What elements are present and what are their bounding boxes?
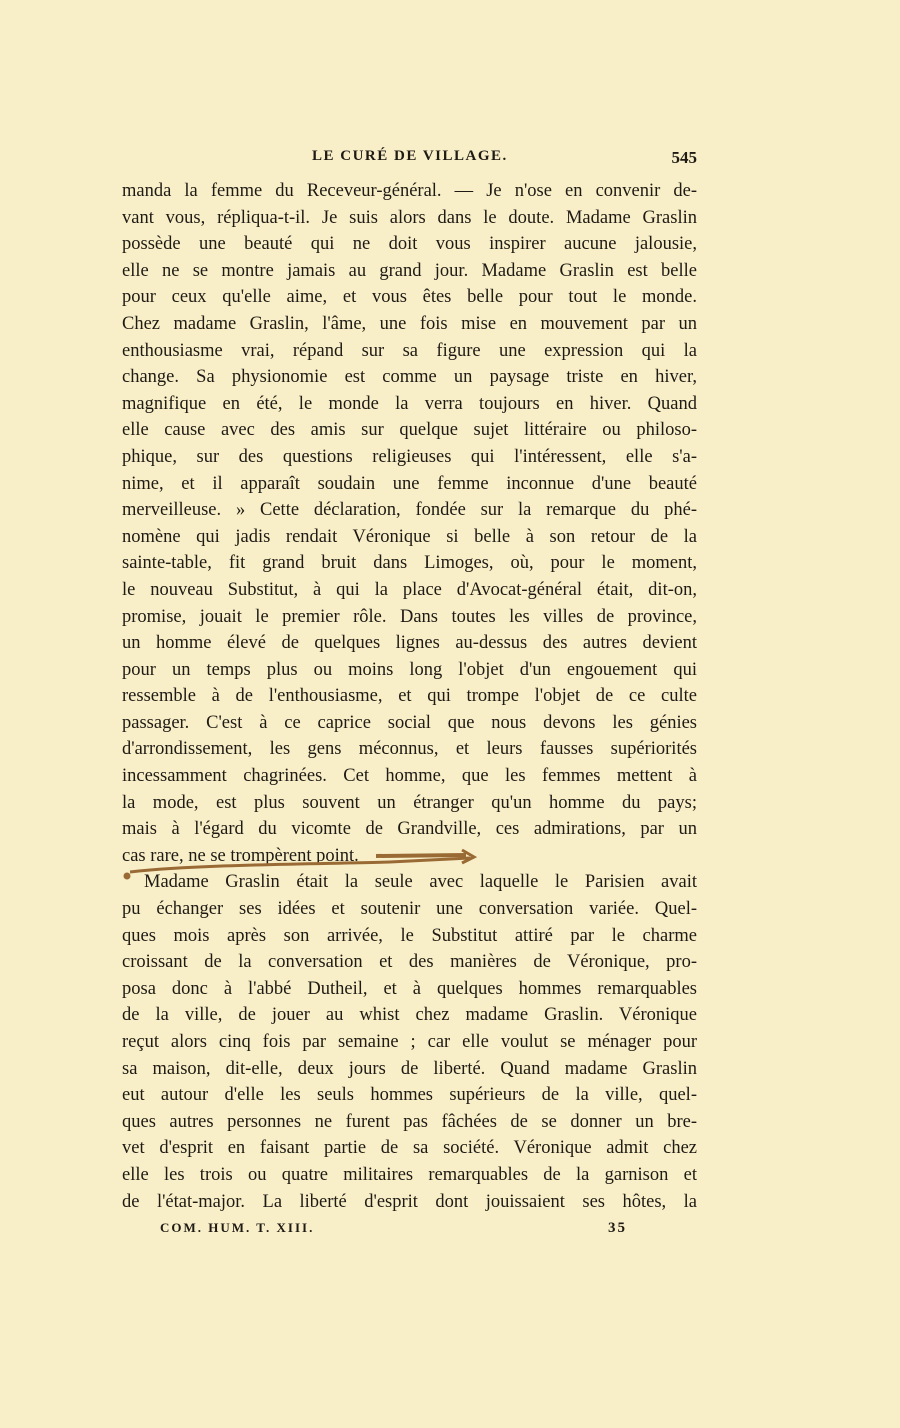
- text-line: magnifique en été, le monde la verra toujours en hiver. Quand: [122, 393, 697, 414]
- text-line: ques autres personnes ne furent pas fâchées de se donner un bre-: [122, 1111, 697, 1132]
- text-line: croissant de la conversation et des manières de Véronique, pro-: [122, 952, 697, 973]
- text-line: change. Sa physionomie est comme un paysage triste en hiver,: [122, 367, 697, 388]
- text-line: cas rare, ne se trompèrent point.: [122, 845, 359, 866]
- page-number: 545: [671, 148, 697, 167]
- text-line: posa donc à l'abbé Dutheil, et à quelques hommes remarquables: [122, 978, 697, 999]
- text-line: sainte-table, fit grand bruit dans Limoges, où, pour le moment,: [122, 553, 697, 574]
- text-line: de l'état-major. La liberté d'esprit dont jouissaient ses hôtes, la: [122, 1191, 697, 1212]
- text-line: pour ceux qu'elle aime, et vous êtes belle pour tout le monde.: [122, 287, 697, 308]
- text-line: vant vous, répliqua-t-il. Je suis alors dans le doute. Madame Graslin: [122, 207, 697, 228]
- text-line: le nouveau Substitut, à qui la place d'Avocat-général était, dit-on,: [122, 579, 697, 600]
- text-line: sa maison, dit-elle, deux jours de liberté. Quand madame Graslin: [122, 1058, 697, 1079]
- text-line: elle ne se montre jamais au grand jour. Madame Graslin est belle: [122, 260, 697, 281]
- text-line: nime, et il apparaît soudain une femme inconnue d'une beauté: [122, 473, 697, 494]
- text-line: ques mois après son arrivée, le Substitut attiré par le charme: [122, 925, 697, 946]
- text-line: un homme élevé de quelques lignes au-dessus des autres devient: [122, 633, 697, 654]
- text-line: eut autour d'elle les seuls hommes supérieurs de la ville, quel-: [122, 1085, 697, 1106]
- footer-signature: COM. HUM. T. XIII.: [160, 1220, 315, 1235]
- text-line: pu échanger ses idées et soutenir une conversation variée. Quel-: [122, 899, 697, 920]
- text-line: ressemble à de l'enthousiasme, et qui trompe l'objet de ce culte: [122, 686, 697, 707]
- running-header: [122, 148, 697, 172]
- text-line: phique, sur des questions religieuses qui l'intéressent, elle s'a-: [122, 446, 697, 467]
- text-line: reçut alors cinq fois par semaine ; car elle voulut se ménager pour: [122, 1032, 697, 1052]
- text-line: manda la femme du Receveur-général. — Je n'ose en convenir de-: [122, 181, 697, 201]
- text-line: vet d'esprit en faisant partie de sa société. Véronique admit chez: [122, 1138, 697, 1159]
- text-line: Madame Graslin était la seule avec laquelle le Parisien avait: [144, 872, 697, 893]
- text-line: nomène qui jadis rendait Véronique si belle à son retour de la: [122, 526, 697, 547]
- text-line: promise, jouait le premier rôle. Dans toutes les villes de province,: [122, 606, 697, 627]
- page-body-text: [122, 178, 697, 1215]
- text-line: elle cause avec des amis sur quelque sujet littéraire ou philoso-: [122, 420, 697, 441]
- text-line: pour un temps plus ou moins long l'objet d'un engouement qui: [122, 659, 697, 680]
- text-line: merveilleuse. » Cette déclaration, fondée sur la remarque du phé-: [122, 500, 697, 521]
- text-line: possède une beauté qui ne doit vous inspirer aucune jalousie,: [122, 234, 697, 255]
- text-line: passager. C'est à ce caprice social que nous devons les génies: [122, 712, 697, 733]
- text-line: d'arrondissement, les gens méconnus, et leurs fausses supériorités: [122, 739, 697, 760]
- text-line: enthousiasme vrai, répand sur sa figure une expression qui la: [122, 340, 697, 361]
- running-title: LE CURÉ DE VILLAGE.: [312, 148, 508, 164]
- text-line: elle les trois ou quatre militaires remarquables de la garnison et: [122, 1164, 697, 1185]
- text-line: incessamment chagrinées. Cet homme, que les femmes mettent à: [122, 766, 697, 787]
- text-line: la mode, est plus souvent un étranger qu'un homme du pays;: [122, 792, 697, 813]
- text-line: Chez madame Graslin, l'âme, une fois mise en mouvement par un: [122, 313, 697, 334]
- footer-sheet-number: 35: [608, 1220, 627, 1236]
- text-line: de la ville, de jouer au whist chez madame Graslin. Véronique: [122, 1005, 697, 1026]
- text-line: mais à l'égard du vicomte de Grandville, ces admirations, par un: [122, 819, 697, 840]
- page-footer: [160, 1220, 630, 1236]
